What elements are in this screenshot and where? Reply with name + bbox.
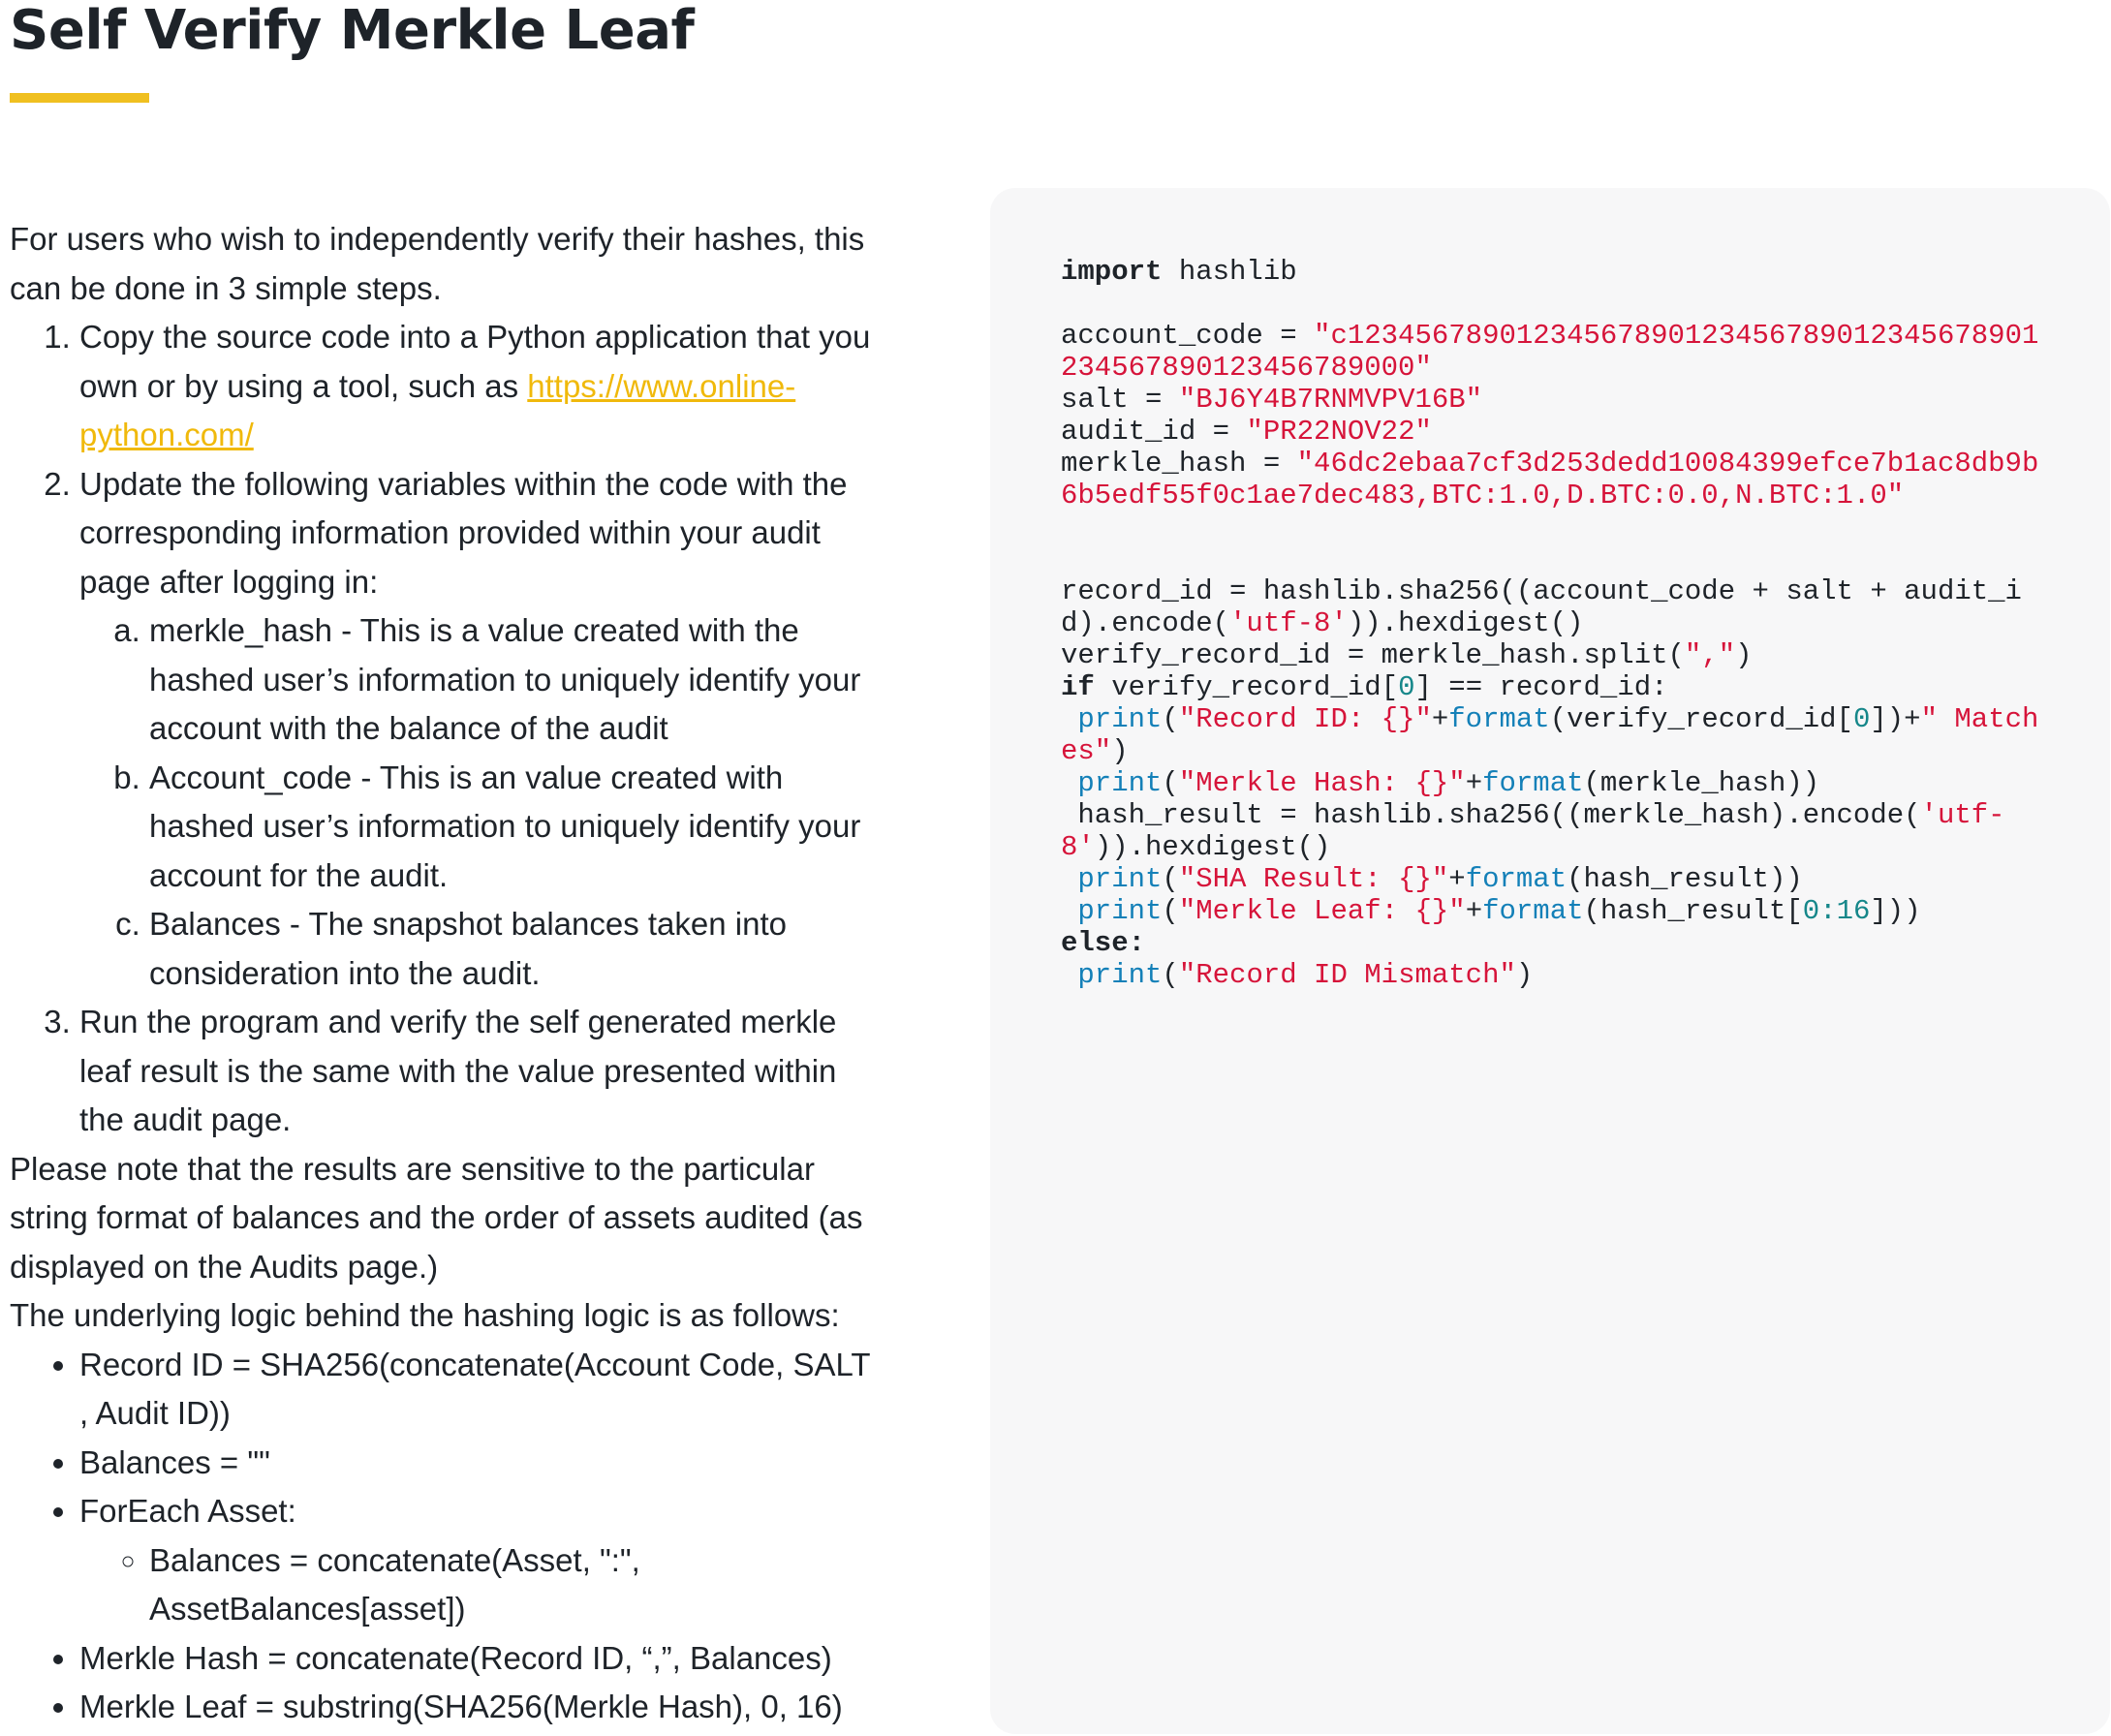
code-line-account-code-cont xyxy=(1061,352,2049,384)
code-line-blank xyxy=(1061,288,2049,320)
code-number: 0 xyxy=(1398,671,1415,703)
code-line-print-sha: print("SHA Result: {}"+format(hash_result)) xyxy=(1077,863,1803,895)
code-line-print-leaf: print("Merkle Leaf: {}"+format(hash_result[0:16])) xyxy=(1077,895,1921,927)
code-line-print-record: print("Record ID: {}"+format(verify_record_id[0])+" Match xyxy=(1077,703,2039,735)
code-block xyxy=(990,188,2110,1734)
code-string: 234567890123456789000" xyxy=(1061,352,1432,384)
code-line-record-id-cont xyxy=(1061,607,2049,639)
code-text: d).encode( xyxy=(1061,607,1230,639)
code-text: audit_id = xyxy=(1061,416,1247,448)
code-line-merkle-hash-cont xyxy=(1061,480,2049,512)
note-paragraph: Please note that the results are sensitive to the particular string format of balances and the order of assets audited (as displayed on the Audits page.) xyxy=(10,1150,863,1285)
code-text: ) xyxy=(1735,639,1753,671)
step-2 xyxy=(79,460,872,999)
online-python-link[interactable]: https://www.online-python.com/ xyxy=(79,367,796,452)
code-text: )).hexdigest() xyxy=(1094,831,1331,863)
logic-intro: The underlying logic behind the hashing logic is as follows: xyxy=(10,1297,840,1333)
code-text: record_id = hashlib.sha256((account_code + salt + audit_i xyxy=(1061,575,2022,607)
code-string: "Record ID: {}" xyxy=(1178,703,1432,735)
code-text: salt = xyxy=(1061,384,1179,416)
code-text: hashlib xyxy=(1162,256,1297,288)
code-line-blank xyxy=(1061,512,2049,543)
logic-merkle-leaf: • Merkle Leaf = substring(SHA256(Merkle Hash), 0, 16) xyxy=(79,1683,872,1732)
code-line-print-merkle: print("Merkle Hash: {}"+format(merkle_hash)) xyxy=(1077,767,1820,799)
logic-foreach-balances: ◦ Balances = concatenate(Asset, ":", AssetBalances[asset]) xyxy=(149,1536,872,1634)
substep-balances: c. Balances - The snapshot balances taken into consideration into the audit. xyxy=(149,900,872,998)
code-function: print xyxy=(1077,703,1163,735)
code-line-verify xyxy=(1061,639,2049,671)
code-keyword: else: xyxy=(1061,927,1146,959)
step-1-text: Copy the source code into a Python application that you own or by using a tool, such as xyxy=(79,319,871,404)
code-string: "Merkle Leaf: {}" xyxy=(1178,895,1466,927)
code-text: (hash_result[ xyxy=(1583,895,1803,927)
code-number: 0 xyxy=(1852,703,1871,735)
code-text: merkle_hash = xyxy=(1061,448,1297,480)
code-text: + xyxy=(1448,863,1466,895)
code-string: "," xyxy=(1684,639,1736,671)
code-text: )).hexdigest() xyxy=(1347,607,1584,639)
code-string: "SHA Result: {}" xyxy=(1178,863,1449,895)
code-string: 'utf- xyxy=(1920,799,2005,831)
code-string: es" xyxy=(1061,735,1112,767)
step-2-sublist xyxy=(79,606,872,998)
code-text: ])) xyxy=(1870,895,1921,927)
intro-paragraph: For users who wish to independently verify their hashes, this can be done in 3 simple steps. xyxy=(10,221,865,306)
logic-foreach-text: ForEach Asset: xyxy=(79,1493,296,1529)
code-keyword: if xyxy=(1061,671,1095,703)
code-function: format xyxy=(1482,767,1584,799)
step-1 xyxy=(79,313,872,460)
logic-foreach-sublist xyxy=(79,1536,872,1634)
code-string: "PR22NOV22" xyxy=(1246,416,1432,448)
code-line-salt xyxy=(1061,384,2049,416)
code-function: print xyxy=(1077,863,1163,895)
code-function: format xyxy=(1482,895,1584,927)
code-string: "46dc2ebaa7cf3d253dedd10084399efce7b1ac8db9b xyxy=(1296,448,2039,480)
page-title: Self Verify Merkle Leaf xyxy=(10,0,695,62)
code-line-audit-id xyxy=(1061,416,2049,448)
code-line-import xyxy=(1061,256,2049,288)
substep-account-code: b. Account_code - This is an value created with hashed user’s information to uniquely identify your account for the audit. xyxy=(149,754,872,901)
code-string: "Record ID Mismatch" xyxy=(1178,959,1516,991)
code-line-blank xyxy=(1061,543,2049,575)
code-text: verify_record_id = merkle_hash.split( xyxy=(1061,639,1685,671)
code-line-merkle-hash xyxy=(1061,448,2049,480)
code-line-if xyxy=(1061,671,2049,703)
code-string: 8' xyxy=(1061,831,1095,863)
code-line-hash-result xyxy=(1061,799,2049,831)
code-string: "Merkle Hash: {}" xyxy=(1178,767,1466,799)
code-text: (hash_result)) xyxy=(1567,863,1803,895)
logic-record-id: • Record ID = SHA256(concatenate(Account Code, SALT , Audit ID)) xyxy=(79,1341,872,1439)
code-function: print xyxy=(1077,959,1163,991)
code-text: verify_record_id[ xyxy=(1094,671,1399,703)
code-text: (verify_record_id[ xyxy=(1549,703,1853,735)
code-line-record-id xyxy=(1061,575,2049,607)
code-text: account_code = xyxy=(1061,320,1315,352)
code-string: "c12345678901234567890123456789012345678901 xyxy=(1314,320,2039,352)
code-keyword: import xyxy=(1061,256,1163,288)
code-string: "BJ6Y4B7RNMVPV16B" xyxy=(1178,384,1483,416)
code-text: hash_result = hashlib.sha256((merkle_hash).encode( xyxy=(1061,799,1921,831)
code-function: print xyxy=(1077,895,1163,927)
code-text: ])+ xyxy=(1870,703,1921,735)
code-text: (merkle_hash)) xyxy=(1583,767,1820,799)
title-underline xyxy=(10,93,149,103)
step-2-text: Update the following variables within the code with the corresponding information provided within your audit page after logging in: xyxy=(79,465,848,600)
code-line-else xyxy=(1061,927,2049,959)
logic-balances-init: • Balances = "" xyxy=(79,1439,872,1488)
instructions-column xyxy=(10,215,872,1732)
code-text: + xyxy=(1465,767,1483,799)
substep-merkle-hash: a. merkle_hash - This is a value created with the hashed user’s information to uniquely identify your account with the balance of the audit xyxy=(149,606,872,754)
code-text: + xyxy=(1465,895,1483,927)
code-line-print-record-cont: es") xyxy=(1061,735,1129,767)
code-number: 0:16 xyxy=(1802,895,1871,927)
code-text: ] == record_id: xyxy=(1414,671,1668,703)
code-line-print-mismatch: print("Record ID Mismatch") xyxy=(1077,959,1534,991)
logic-merkle-hash: • Merkle Hash = concatenate(Record ID, “,”, Balances) xyxy=(79,1634,872,1684)
steps-list xyxy=(10,313,872,1145)
code-text: + xyxy=(1431,703,1449,735)
code-line-hash-result-cont xyxy=(1061,831,2049,863)
code-string: 6b5edf55f0c1ae7dec483,BTC:1.0,D.BTC:0.0,N.BTC:1.0" xyxy=(1061,480,1905,512)
code-string: 'utf-8' xyxy=(1229,607,1348,639)
step-3: 3. Run the program and verify the self generated merkle leaf result is the same with the value presented within the audit page. xyxy=(79,998,872,1145)
logic-list xyxy=(10,1341,872,1732)
code-function: print xyxy=(1077,767,1163,799)
code-function: format xyxy=(1465,863,1568,895)
python-source-code[interactable] xyxy=(1061,256,2049,991)
code-string: " Match xyxy=(1920,703,2039,735)
logic-foreach xyxy=(79,1487,872,1634)
code-line-account-code xyxy=(1061,320,2049,352)
code-function: format xyxy=(1448,703,1550,735)
